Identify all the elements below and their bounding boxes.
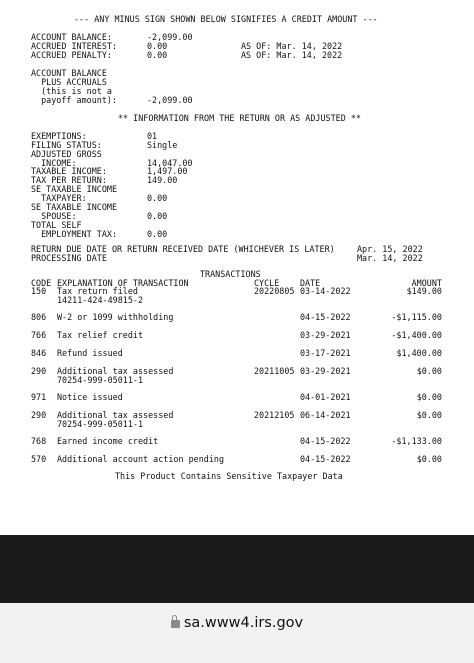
return-due-date-value: Apr. 15, 2022 [357, 244, 423, 254]
se-taxpayer-label-2: TAXPAYER: [31, 193, 87, 203]
info-heading: ** INFORMATION FROM THE RETURN OR AS ADJUSTED ** [118, 113, 361, 123]
header-date: DATE [300, 278, 321, 288]
accrued-penalty-value: 0.00 [147, 50, 168, 60]
plus-accruals-line: (this is not a [31, 86, 112, 96]
transaction-date: 03-29-2021 [300, 366, 351, 376]
filing-status-value: Single [147, 140, 178, 150]
agi-label-2: INCOME: [31, 158, 77, 168]
transaction-code: 766 [31, 330, 47, 340]
se-spouse-label-2: SPOUSE: [31, 211, 77, 221]
header-amount: AMOUNT [411, 278, 442, 288]
transaction-amount: $0.00 [416, 366, 442, 376]
transaction-explanation: Additional tax assessed [57, 410, 174, 420]
transaction-amount: -$1,400.00 [391, 330, 442, 340]
transaction-code: 150 [31, 286, 47, 296]
filing-status-label: FILING STATUS: [31, 140, 102, 150]
transaction-document-number: 14211-424-49815-2 [57, 295, 144, 305]
transaction-amount: $0.00 [416, 392, 442, 402]
transaction-date: 04-15-2022 [300, 312, 351, 322]
transaction-code: 806 [31, 312, 47, 322]
transaction-date: 04-01-2021 [300, 392, 351, 402]
account-balance-label: ACCOUNT BALANCE: [31, 32, 112, 42]
header-cycle: CYCLE [254, 278, 280, 288]
transaction-explanation: Tax relief credit [57, 330, 144, 340]
accrued-interest-asof: AS OF: Mar. 14, 2022 [241, 41, 343, 51]
transaction-date: 03-29-2021 [300, 330, 351, 340]
transaction-amount: -$1,133.00 [391, 436, 442, 446]
total-se-tax-value: 0.00 [147, 229, 168, 239]
total-se-tax-label-2: EMPLOYMENT TAX: [31, 229, 118, 239]
exemptions-label: EXEMPTIONS: [31, 131, 87, 141]
se-taxpayer-label: SE TAXABLE INCOME [31, 184, 118, 194]
agi-value: 14,047.00 [147, 158, 193, 168]
processing-date-value: Mar. 14, 2022 [357, 253, 423, 263]
se-spouse-value: 0.00 [147, 211, 168, 221]
plus-accruals-line: ACCOUNT BALANCE [31, 68, 107, 78]
transaction-date: 06-14-2021 [300, 410, 351, 420]
transaction-amount: -$1,115.00 [391, 312, 442, 322]
sensitive-data-footer: This Product Contains Sensitive Taxpayer Data [115, 471, 343, 481]
transaction-date: 04-15-2022 [300, 454, 351, 464]
transaction-amount: $1,400.00 [396, 348, 442, 358]
lock-icon [171, 620, 180, 628]
transaction-date: 03-14-2022 [300, 286, 351, 296]
accrued-penalty-asof: AS OF: Mar. 14, 2022 [241, 50, 343, 60]
transaction-explanation: Notice issued [57, 392, 123, 402]
transaction-code: 290 [31, 410, 47, 420]
transaction-explanation: Additional tax assessed [57, 366, 174, 376]
transaction-amount: $0.00 [416, 410, 442, 420]
browser-address-bar[interactable] [0, 603, 474, 663]
return-due-date-label: RETURN DUE DATE OR RETURN RECEIVED DATE (WHICHEVER IS LATER) [31, 244, 335, 254]
transaction-code: 570 [31, 454, 47, 464]
dark-background [0, 535, 474, 603]
transaction-explanation: W-2 or 1099 withholding [57, 312, 174, 322]
url-text: sa.www4.irs.gov [183, 615, 304, 631]
plus-accruals-line: PLUS ACCRUALS [31, 77, 107, 87]
transaction-explanation: Earned income credit [57, 436, 159, 446]
transaction-amount: $0.00 [416, 454, 442, 464]
transaction-date: 04-15-2022 [300, 436, 351, 446]
credit-banner: --- ANY MINUS SIGN SHOWN BELOW SIGNIFIES A CREDIT AMOUNT --- [74, 14, 378, 24]
transaction-code: 846 [31, 348, 47, 358]
agi-label: ADJUSTED GROSS [31, 149, 102, 159]
transactions-title: TRANSACTIONS [200, 269, 261, 279]
transaction-cycle: 20212105 [254, 410, 295, 420]
plus-accruals-value: -2,099.00 [147, 95, 193, 105]
accrued-interest-value: 0.00 [147, 41, 168, 51]
transaction-cycle: 20220805 [254, 286, 295, 296]
transaction-code: 768 [31, 436, 47, 446]
transaction-cycle: 20211005 [254, 366, 295, 376]
transaction-amount: $149.00 [406, 286, 442, 296]
plus-accruals-line: payoff amount): [31, 95, 118, 105]
transaction-document-number: 70254-999-05011-1 [57, 375, 144, 385]
url-display[interactable] [0, 615, 474, 631]
exemptions-value: 01 [147, 131, 158, 141]
se-spouse-label: SE TAXABLE INCOME [31, 202, 118, 212]
transaction-document-number: 70254-999-05011-1 [57, 419, 144, 429]
transaction-code: 971 [31, 392, 47, 402]
transaction-explanation: Additional account action pending [57, 454, 225, 464]
transaction-date: 03-17-2021 [300, 348, 351, 358]
accrued-interest-label: ACCRUED INTEREST: [31, 41, 118, 51]
taxable-income-value: 1,497.00 [147, 166, 188, 176]
header-explanation: EXPLANATION OF TRANSACTION [57, 278, 189, 288]
transaction-explanation: Tax return filed [57, 286, 138, 296]
accrued-penalty-label: ACCRUED PENALTY: [31, 50, 112, 60]
header-code: CODE [31, 278, 52, 288]
se-taxpayer-value: 0.00 [147, 193, 168, 203]
total-se-tax-label: TOTAL SELF [31, 220, 82, 230]
tax-per-return-value: 149.00 [147, 175, 178, 185]
transaction-explanation: Refund issued [57, 348, 123, 358]
processing-date-label: PROCESSING DATE [31, 253, 107, 263]
taxable-income-label: TAXABLE INCOME: [31, 166, 107, 176]
account-balance-value: -2,099.00 [147, 32, 193, 42]
tax-per-return-label: TAX PER RETURN: [31, 175, 107, 185]
transaction-code: 290 [31, 366, 47, 376]
